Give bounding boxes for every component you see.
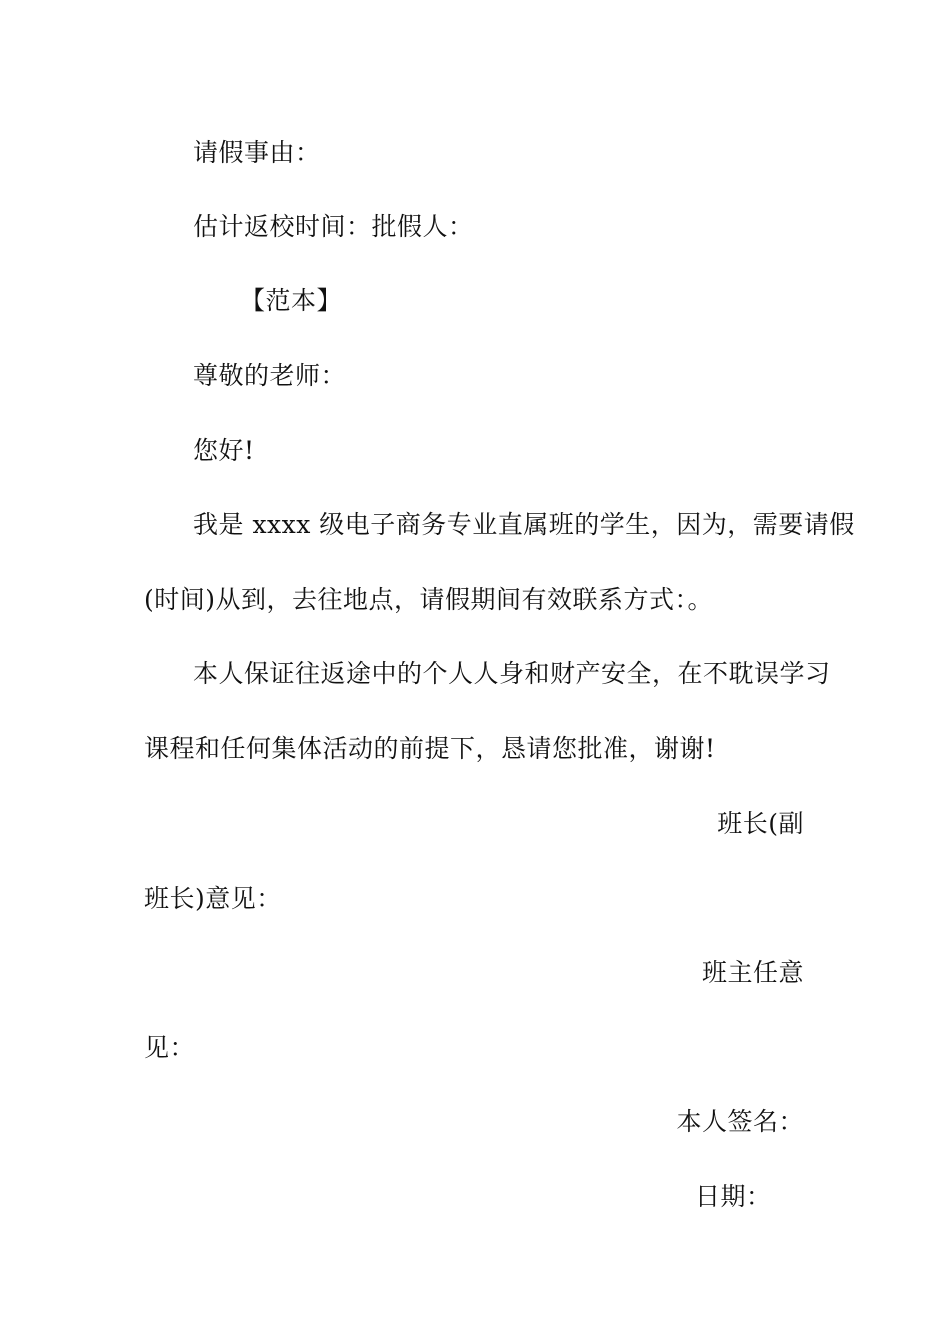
paragraph-1-line-2: (时间)从到，去往地点，请假期间有效联系方式：。 — [144, 585, 714, 614]
paragraph-2-line-1: 本人保证往返途中的个人人身和财产安全，在不耽误学习 — [193, 659, 831, 688]
sample-heading: 【范本】 — [240, 286, 343, 315]
monitor-opinion-line-2: 班长)意见： — [144, 884, 282, 913]
date-label: 日期： — [695, 1182, 772, 1211]
head-teacher-opinion-line-2: 见： — [144, 1033, 196, 1062]
salutation: 尊敬的老师： — [193, 361, 347, 390]
return-time-approver-label: 估计返校时间：批假人： — [193, 212, 474, 241]
greeting: 您好! — [193, 436, 255, 465]
signature-label: 本人签名： — [676, 1107, 804, 1136]
monitor-opinion-line-1: 班长(副 — [717, 809, 804, 838]
leave-reason-label: 请假事由： — [193, 138, 321, 167]
head-teacher-opinion-line-1: 班主任意 — [701, 958, 804, 987]
paragraph-2-line-2: 课程和任何集体活动的前提下，恳请您批准，谢谢! — [144, 734, 716, 763]
paragraph-1-line-1: 我是 xxxx 级电子商务专业直属班的学生，因为，需要请假 — [193, 510, 855, 539]
